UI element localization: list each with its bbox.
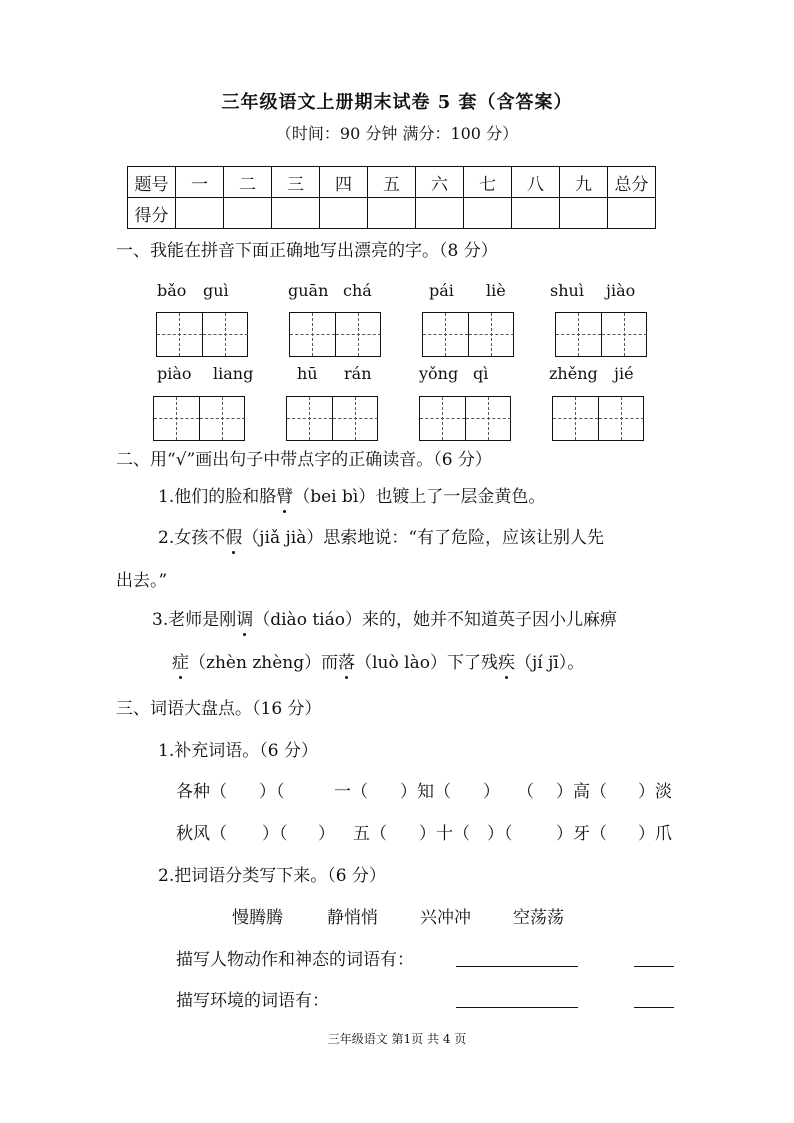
exam-info: （时间：90 分钟 满分：100 分） — [275, 124, 519, 143]
pinyin: jiào — [606, 281, 636, 300]
score-input-cell[interactable] — [176, 198, 224, 229]
question-text: （zhèn zhèng）而 — [189, 653, 339, 673]
table-cell: 二 — [224, 167, 272, 198]
question-text: （luò lào）下了残 — [355, 653, 498, 673]
writing-box[interactable] — [153, 396, 245, 441]
score-input-cell[interactable] — [320, 198, 368, 229]
section2-heading: 二、用“√”画出句子中带点字的正确读音。（6 分） — [116, 450, 492, 470]
question-1 — [158, 482, 545, 507]
fill-text: 秋风（ — [176, 824, 227, 844]
question-text: 2.女孩不 — [158, 528, 226, 548]
question-2-continued: 出去。” — [116, 571, 168, 591]
table-cell: 总分 — [608, 167, 656, 198]
fill-text: 一（ — [334, 782, 368, 802]
fill-text: ）（ — [262, 824, 288, 844]
writing-box[interactable] — [156, 312, 248, 357]
writing-box[interactable] — [419, 396, 511, 441]
table-cell: 题号 — [128, 167, 176, 198]
score-input-cell[interactable] — [368, 198, 416, 229]
fill-text: ）十（ — [419, 824, 470, 844]
question-text: 1.他们的脸和胳 — [158, 487, 277, 507]
subsection-2-heading: 2.把词语分类写下来。（6 分） — [158, 866, 386, 886]
dotted-char: 落 — [338, 648, 355, 673]
answer-line[interactable] — [456, 1007, 578, 1008]
fill-text: ）高（ — [556, 782, 607, 802]
fill-text: ） — [483, 782, 500, 802]
dotted-char: 假 — [225, 523, 242, 548]
writing-box[interactable] — [555, 312, 647, 357]
table-row — [128, 167, 656, 198]
subsection-1-heading: 1.补充词语。（6 分） — [158, 741, 318, 761]
pinyin: chá — [343, 281, 372, 300]
fill-text: ）（ — [487, 824, 513, 844]
pinyin: guān — [288, 281, 329, 300]
pinyin: jié — [614, 364, 634, 383]
pinyin: rán — [344, 364, 372, 383]
table-cell: 三 — [272, 167, 320, 198]
score-table — [127, 166, 656, 229]
question-people-words: 描写人物动作和神态的词语有： — [176, 950, 414, 970]
writing-box[interactable] — [422, 312, 514, 357]
dotted-char: 症 — [172, 648, 189, 673]
table-cell: 五 — [368, 167, 416, 198]
pinyin: guì — [203, 281, 229, 300]
pinyin: zhěng — [549, 364, 598, 383]
question-2 — [158, 523, 604, 548]
pinyin: qì — [473, 364, 489, 383]
question-3 — [152, 605, 617, 630]
score-input-cell[interactable] — [416, 198, 464, 229]
fill-text: ）（ — [259, 782, 285, 802]
fill-text: 各种（ — [176, 782, 227, 802]
table-cell: 九 — [560, 167, 608, 198]
pinyin: liè — [486, 281, 506, 300]
section3-heading: 三、词语大盘点。（16 分） — [116, 699, 322, 719]
fill-text: ）知（ — [400, 782, 451, 802]
page-title: 三年级语文上册期末试卷 5 套（含答案） — [221, 92, 573, 113]
question-text: （jí jī）。 — [514, 653, 585, 673]
fill-text: ）淡 — [638, 782, 672, 802]
pinyin: liang — [213, 364, 254, 383]
table-cell: 七 — [464, 167, 512, 198]
question-text: 3.老师是刚 — [152, 610, 237, 630]
score-input-cell[interactable] — [608, 198, 656, 229]
fill-text: 五（ — [353, 824, 387, 844]
question-3-continued — [172, 648, 584, 673]
answer-line[interactable] — [634, 966, 674, 967]
word: 慢腾腾 — [232, 908, 283, 928]
table-cell: 一 — [176, 167, 224, 198]
word: 静悄悄 — [327, 908, 378, 928]
score-input-cell[interactable] — [560, 198, 608, 229]
question-text: （diào tiáo）来的，她并不知道英子因小儿麻痹 — [253, 610, 617, 630]
pinyin: shuì — [550, 281, 584, 300]
writing-box[interactable] — [286, 396, 378, 441]
page-footer: 三年级语文 第1页 共 4 页 — [327, 1032, 467, 1046]
pinyin: yǒng — [419, 364, 459, 383]
table-cell: 得分 — [128, 198, 176, 229]
score-input-cell[interactable] — [272, 198, 320, 229]
writing-box[interactable] — [289, 312, 381, 357]
pinyin: hū — [297, 364, 318, 383]
score-input-cell[interactable] — [464, 198, 512, 229]
table-cell: 四 — [320, 167, 368, 198]
question-text: （bei bì）也镀上了一层金黄色。 — [293, 487, 546, 507]
table-cell: 八 — [512, 167, 560, 198]
word: 兴冲冲 — [420, 908, 471, 928]
pinyin: pái — [429, 281, 454, 300]
question-environment-words: 描写环境的词语有： — [176, 991, 329, 1011]
word: 空荡荡 — [513, 908, 564, 928]
fill-text: （ — [517, 782, 534, 802]
pinyin: piào — [157, 364, 192, 383]
fill-text: ）爪 — [638, 824, 672, 844]
dotted-char: 臂 — [276, 482, 293, 507]
section1-heading: 一、我能在拼音下面正确地写出漂亮的字。（8 分） — [116, 241, 498, 261]
pinyin: bǎo — [157, 281, 187, 300]
table-row — [128, 198, 656, 229]
score-input-cell[interactable] — [512, 198, 560, 229]
answer-line[interactable] — [634, 1007, 674, 1008]
score-input-cell[interactable] — [224, 198, 272, 229]
writing-box[interactable] — [552, 396, 644, 441]
answer-line[interactable] — [456, 966, 578, 967]
dotted-char: 调 — [236, 605, 253, 630]
fill-text: ）牙（ — [556, 824, 607, 844]
fill-text: ） — [318, 824, 335, 844]
question-text: （jiǎ jià）思索地说：“有了危险，应该让别人先 — [242, 528, 605, 548]
dotted-char: 疾 — [498, 648, 515, 673]
table-cell: 六 — [416, 167, 464, 198]
